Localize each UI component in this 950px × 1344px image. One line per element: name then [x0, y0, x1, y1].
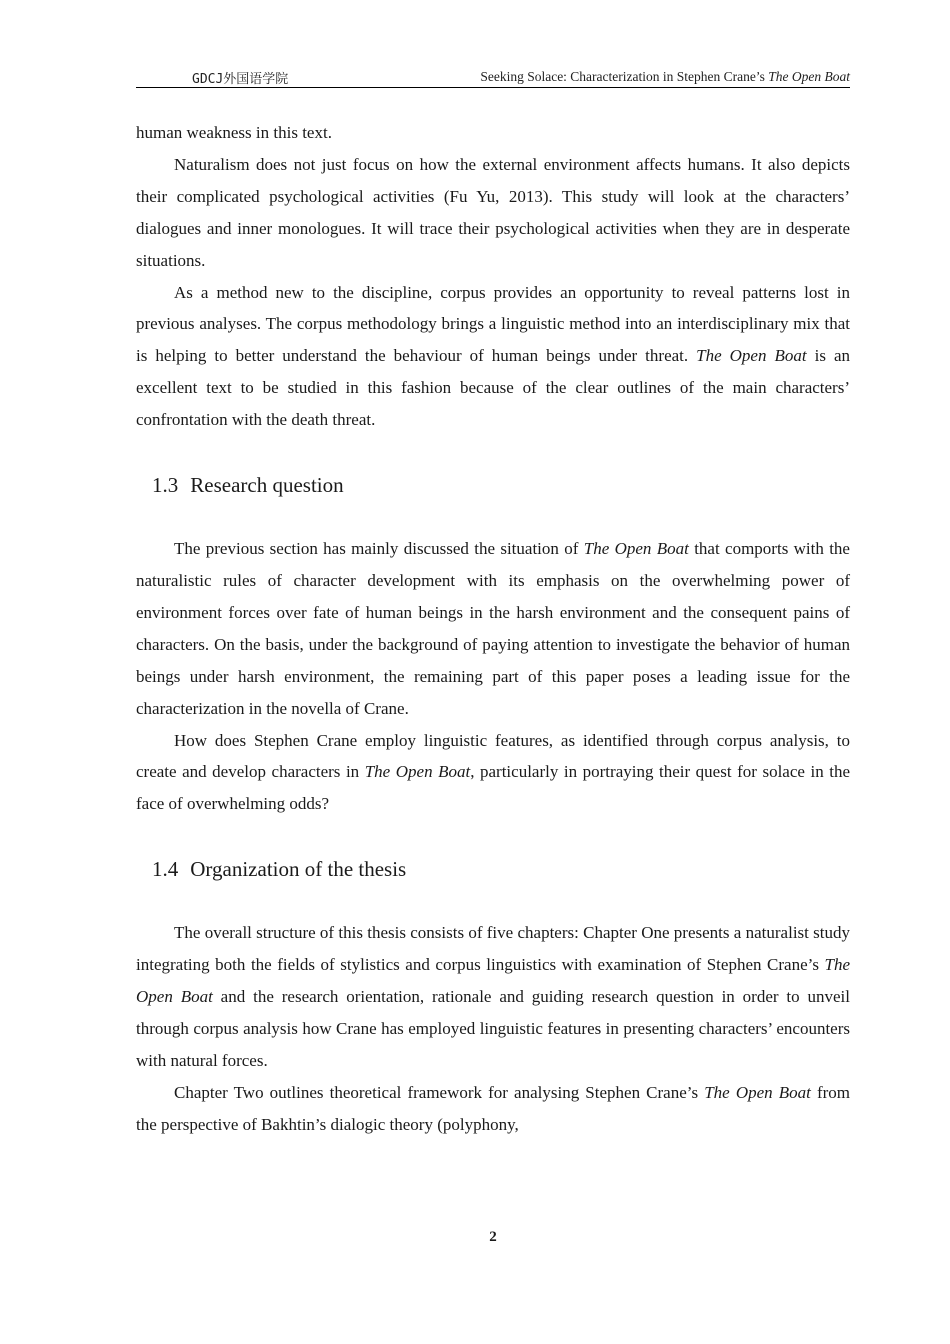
text-span: How does Stephen Crane employ linguistic features, as identified through corpus analysis, to create and develop characters in: [136, 730, 850, 782]
text-span: from the perspective of Bakhtin’s dialogic theory (polyphony,: [136, 1082, 851, 1134]
text-span: Chapter Two outlines theoretical framework for analysing Stephen Crane’s: [174, 1082, 705, 1102]
text-span: As a method new to the discipline, corpus provides an opportunity to reveal patterns lost in previous analyses. The corpus methodology brings a linguistic method into an interdisciplinary mix that is helping to better understand the behaviour of human beings under threat.: [136, 282, 850, 366]
section-heading-1-3: [136, 470, 850, 500]
paragraph-chapter-two: [136, 1077, 850, 1141]
section-title: Research question: [190, 473, 344, 498]
paragraph-previous-section: [136, 533, 850, 724]
paragraph-naturalism: Naturalism does not just focus on how the external environment affects humans. It also depicts their complicated psychological activities (Fu Yu, 2013). This study will look at the characters’ dialogues and inner monologues. It will trace their psychological activities when they are in desperate situations.: [136, 154, 850, 270]
page-number: 2: [489, 1229, 497, 1245]
text-span: The previous section has mainly discussed the situation of: [174, 539, 584, 559]
text-span: The overall structure of this thesis consists of five chapters: Chapter One presents a naturalist study integrating both the fields of stylistics and corpus linguistics with examination of Stephen Crane’s: [136, 923, 850, 975]
header-running-title: [480, 69, 850, 85]
header-title-text: Seeking Solace: Characterization in Stephen Crane’s: [480, 69, 769, 84]
section-title: Organization of the thesis: [190, 857, 407, 882]
section-number: 1.3: [152, 473, 179, 498]
text-span: , particularly in portraying their quest for solace in the face of overwhelming odds?: [136, 762, 850, 814]
header-title-italic: The Open Boat: [768, 69, 850, 84]
paragraph-corpus-method: [136, 277, 850, 437]
book-title: The Open Boat: [136, 955, 850, 1007]
page-body: [136, 117, 850, 1141]
section-heading-1-4: [136, 854, 850, 884]
paragraph-continued: human weakness in this text.: [136, 123, 332, 142]
text-span: and the research orientation, rationale and guiding research question in order to unveil through corpus analysis how Crane has employed linguistic features in presenting characters’ encounters with natural forces.: [136, 987, 850, 1070]
text-span: that comports with the naturalistic rules of character development with its emphasis on the overwhelming power of environment forces over fate of human beings in the harsh environment and the consequent pains of characters. On the basis, under the background of paying attention to investigate the behavior of human beings under harsh environment, the remaining part of this paper poses a leading issue for the characterization in the novella of Crane.: [136, 539, 850, 718]
page-header: [136, 66, 850, 88]
section-number: 1.4: [152, 857, 179, 882]
book-title: The Open Boat: [704, 1082, 811, 1102]
book-title: The Open Boat: [583, 539, 689, 559]
book-title: The Open Boat: [696, 346, 807, 366]
paragraph-research-question: [136, 725, 850, 821]
paragraph-thesis-structure: [136, 917, 850, 1077]
header-institution: GDCJ外国语学院: [192, 72, 289, 87]
book-title: The Open Boat: [364, 762, 471, 782]
text-span: is an excellent text to be studied in this fashion because of the clear outlines of the main characters’ confrontation with the death threat.: [136, 346, 850, 430]
